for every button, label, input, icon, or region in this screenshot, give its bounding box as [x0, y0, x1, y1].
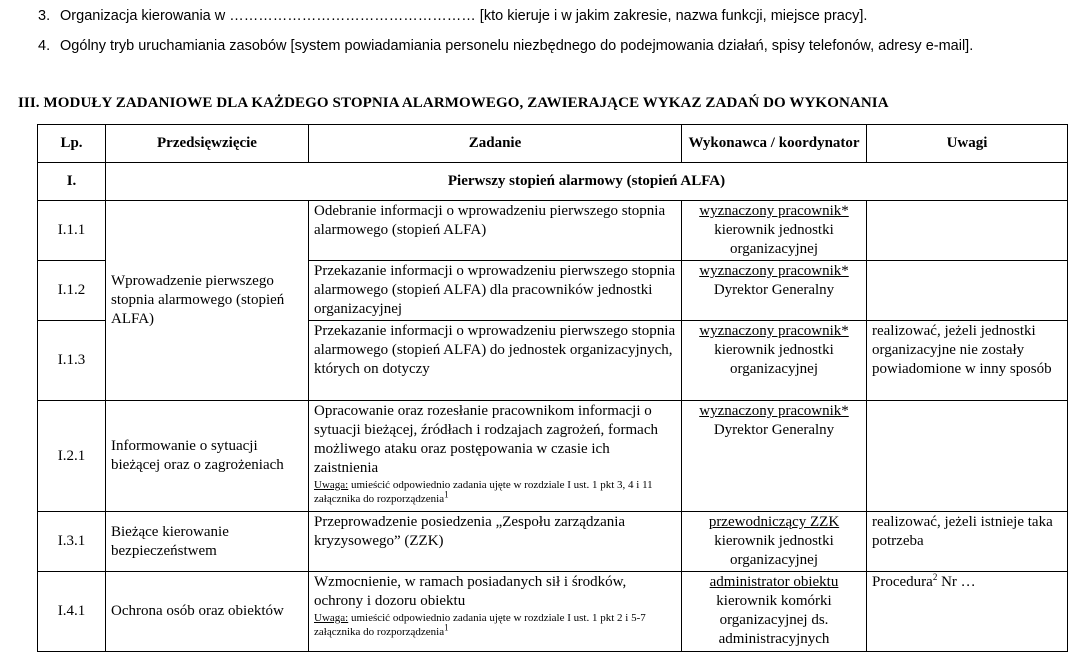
executor-main: wyznaczony pracownik* — [699, 263, 849, 279]
executor-cell — [682, 572, 867, 652]
header-executor: Wykonawca / koordynator — [682, 125, 867, 163]
task-cell: Przeprowadzenie posiedzenia „Zespołu zarządzania kryzysowego” (ZZK) — [309, 512, 682, 572]
row-lp: I.4.1 — [38, 572, 106, 652]
header-undertaking: Przedsięwzięcie — [106, 125, 309, 163]
remarks-cell — [867, 261, 1068, 321]
executor-sub: Dyrektor Generalny — [713, 282, 835, 298]
executor-sub: kierownik jednostki organizacyjnej — [714, 533, 834, 568]
task-cell — [309, 572, 682, 652]
executor-cell — [682, 261, 867, 321]
executor-main: wyznaczony pracownik* — [699, 323, 849, 339]
undertaking-cell: Ochrona osób oraz obiektów — [106, 572, 309, 652]
task-note — [314, 478, 676, 506]
task-cell: Odebranie informacji o wprowadzeniu pierwszego stopnia alarmowego (stopień ALFA) — [309, 201, 682, 261]
footnote-ref: 1 — [444, 622, 449, 633]
list-item — [38, 6, 973, 26]
remarks-cell — [867, 401, 1068, 512]
note-text: umieścić odpowiednio zadania ujęte w rozdziale I ust. 1 pkt 2 i 5-7 załącznika do rozporządzenia — [314, 612, 646, 638]
remarks-cell: realizować, jeżeli istnieje taka potrzeba — [867, 512, 1068, 572]
table-row — [38, 201, 1068, 261]
task-cell — [309, 401, 682, 512]
header-remarks: Uwagi — [867, 125, 1068, 163]
footnote-ref: 1 — [444, 489, 449, 500]
executor-sub: kierownik jednostki organizacyjnej — [714, 222, 834, 257]
note-label: Uwaga: — [314, 479, 349, 491]
note-text: umieścić odpowiednio zadania ujęte w rozdziale I ust. 1 pkt 3, 4 i 11 załącznika do rozporządzenia — [314, 479, 653, 505]
intro-list — [38, 6, 973, 66]
undertaking-cell: Wprowadzenie pierwszego stopnia alarmowego (stopień ALFA) — [106, 201, 309, 401]
executor-main: wyznaczony pracownik* — [699, 203, 849, 219]
table-header-row — [38, 125, 1068, 163]
remarks-cell — [867, 201, 1068, 261]
task-table — [37, 124, 1068, 652]
executor-sub: kierownik komórki organizacyjnej ds. administracyjnych — [716, 593, 832, 647]
undertaking-cell: Bieżące kierowanie bezpieczeństwem — [106, 512, 309, 572]
task-cell: Przekazanie informacji o wprowadzeniu pierwszego stopnia alarmowego (stopień ALFA) dla pracowników jednostki organizacyjnej — [309, 261, 682, 321]
row-lp: I.1.2 — [38, 261, 106, 321]
executor-cell — [682, 401, 867, 512]
task-note — [314, 611, 676, 639]
executor-sub: kierownik jednostki organizacyjnej — [714, 342, 834, 377]
remarks-cell — [867, 572, 1068, 652]
row-lp: I.1.3 — [38, 321, 106, 401]
remarks-text: Procedura — [872, 574, 933, 590]
remarks-cell: realizować, jeżeli jednostki organizacyjne nie zostały powiadomione w inny sposób — [867, 321, 1068, 401]
list-item-text: Organizacja kierowania w …………………………………………… [kto kieruje i w jakim zakresie, nazwa funkcji, miejsce pracy]. — [60, 8, 868, 24]
table-row — [38, 572, 1068, 652]
list-item — [38, 36, 973, 56]
row-lp: I.2.1 — [38, 401, 106, 512]
executor-main: przewodniczący ZZK — [708, 514, 840, 530]
note-label: Uwaga: — [314, 612, 349, 624]
executor-cell — [682, 321, 867, 401]
header-task: Zadanie — [309, 125, 682, 163]
remarks-number: Nr … — [937, 574, 976, 590]
executor-main: wyznaczony pracownik* — [699, 403, 849, 419]
row-lp: I.1.1 — [38, 201, 106, 261]
list-item-number: 4. — [38, 38, 51, 54]
task-text: Wzmocnienie, w ramach posiadanych sił i środków, ochrony i dozoru obiektu — [314, 574, 627, 609]
stage-row — [38, 163, 1068, 201]
undertaking-cell: Informowanie o sytuacji bieżącej oraz o zagrożeniach — [106, 401, 309, 512]
executor-cell — [682, 512, 867, 572]
list-item-number: 3. — [38, 8, 51, 24]
stage-title: Pierwszy stopień alarmowy (stopień ALFA) — [106, 163, 1068, 201]
executor-sub: Dyrektor Generalny — [713, 422, 835, 438]
executor-main: administrator obiektu — [709, 574, 839, 590]
section-heading: III. MODUŁY ZADANIOWE DLA KAŻDEGO STOPNIA ALARMOWEGO, ZAWIERAJĄCE WYKAZ ZADAŃ DO WYKONANIA — [18, 95, 889, 111]
footnote-ref: 2 — [932, 572, 938, 582]
task-text: Opracowanie oraz rozesłanie pracownikom informacji o sytuacji bieżącej, źródłach i rodzajach zagrożeń, formach możliwego ataku oraz postępowania w czasie ich zaistnienia — [314, 403, 658, 476]
stage-number: I. — [38, 163, 106, 201]
header-lp: Lp. — [38, 125, 106, 163]
task-cell: Przekazanie informacji o wprowadzeniu pierwszego stopnia alarmowego (stopień ALFA) do jednostek organizacyjnych, których on dotyczy — [309, 321, 682, 401]
table-row — [38, 512, 1068, 572]
table-row — [38, 401, 1068, 512]
executor-cell — [682, 201, 867, 261]
row-lp: I.3.1 — [38, 512, 106, 572]
list-item-text: Ogólny tryb uruchamiania zasobów [system powiadamiania personelu niezbędnego do podejmowania działań, spisy telefonów, adresy e-mail]. — [60, 38, 974, 54]
